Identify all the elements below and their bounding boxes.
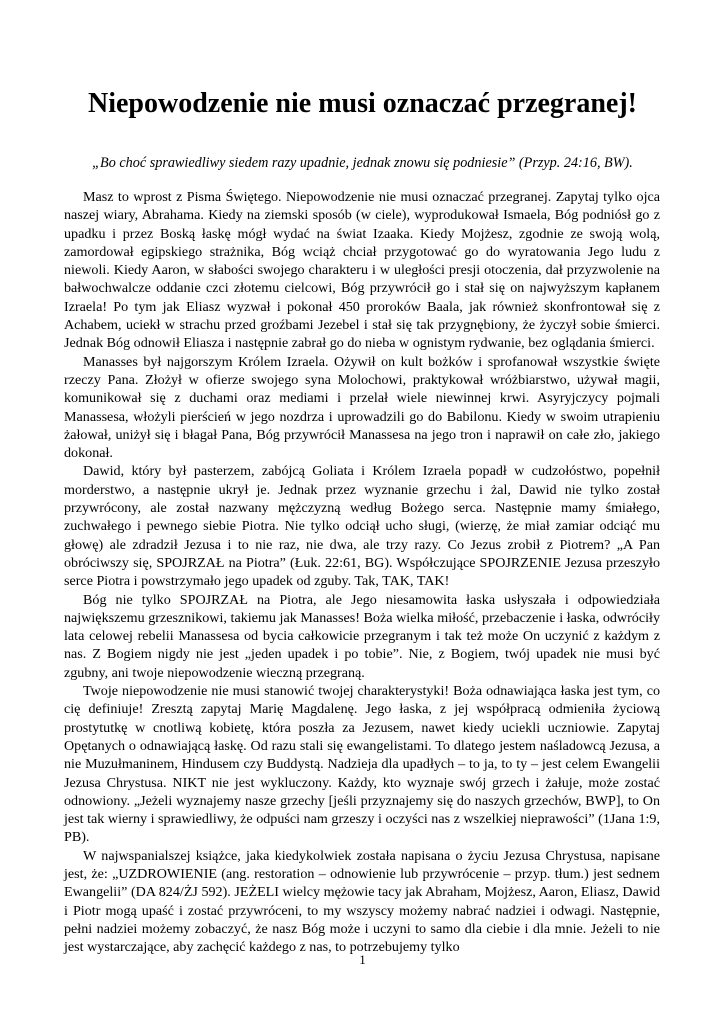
paragraph: W najwspanialszej książce, jaka kiedykolwiek została napisana o życiu Jezusa Chrystusa, napisane jest, że: „UZDROWIENIE (ang. restoration – odnowienie lub przywrócenie – przyp. tłum.) jest sednem Ewangelii” (DA 824/ŻJ 592). JEŻELI wielcy mężowie tacy jak Abraham, Mojżesz, Aaron, Eliasz, Dawid i Piotr mogą upaść i zostać przywróceni, to my wszyscy możemy nabrać nadziei i odwagi. Następnie, pełni nadziei możemy zobaczyć, że nasz Bóg może i uczyni to samo dla ciebie i dla mnie. Jeżeli to nie jest wystarczające, aby zachęcić każdego z nas, to potrzebujemy tylko (64, 847, 660, 956)
paragraph: Masz to wprost z Pisma Świętego. Niepowodzenie nie musi oznaczać przegranej. Zapytaj tylko ojca naszej wiary, Abrahama. Kiedy na ziemski sposób (w ciele), wyprodukował Ismaela, Bóg podniósł go z upadku i przez Boską łaskę mógł wydać na świat Izaaka. Kiedy Mojżesz, zgodnie ze swoją wolą, zamordował egipskiego strażnika, Bóg wciąż chciał przygotować go do wyratowania Jego ludu z niewoli. Kiedy Aaron, w słabości swojego charakteru i w uległości presji otoczenia, dał przyzwolenie na bałwochwalcze oddanie czci złotemu cielcowi, Bóg przywrócił go i stał się on najwyższym kapłanem Izraela! Po tym jak Eliasz wyzwał i pokonał 450 proroków Baala, jak również skonfrontował się z Achabem, uciekł w strachu przed groźbami Jezebel i stał się tak przygnębiony, że życzył sobie śmierci. Jednak Bóg odnowił Eliasza i następnie zabrał go do nieba w ognistym rydwanie, bez oglądania śmierci. (64, 189, 660, 352)
paragraph: Manasses był najgorszym Królem Izraela. Ożywił on kult bożków i sprofanował wszystkie święte rzeczy Pana. Złożył w ofierze swojego syna Molochowi, praktykował wróżbiarstwo, używał magii, komunikował się z duchami oraz mediami i przelał wiele niewinnej krwi. Asyryjczycy pojmali Manassesa, włożyli pierścień w jego nozdrza i uprowadzili go do Babilonu. Kiedy w swoim utrapieniu żałował, uniżył się i błagał Pana, Bóg przywrócił Manassesa na jego tron i naprawił on całe zło, jakiego dokonał. (64, 353, 660, 462)
paragraph: Bóg nie tylko SPOJRZAŁ na Piotra, ale Jego niesamowita łaska usłyszała i odpowiedziała największemu grzesznikowi, takiemu jak Manasses! Boża wielka miłość, przebaczenie i łaska, odwróciły lata celowej rebelii Manassesa od bycia całkowicie przegranym i tak też może On uczynić z każdym z nas. Z Bogiem nigdy nie jest „jeden upadek i po tobie”. Nie, z Bogiem, twój upadek nie musi być zgubny, ani twoje niepowodzenie wieczną przegraną. (64, 591, 660, 681)
paragraph: Dawid, który był pasterzem, zabójcą Goliata i Królem Izraela popadł w cudzołóstwo, popełnił morderstwo, a następnie ukrył je. Jednak przez wyznanie grzechu i żal, Dawid nie tylko został przywrócony, ale został nazwany mężczyzną według Bożego serca. Następnie mamy śmiałego, zuchwałego i pewnego siebie Piotra. Nie tylko odciął ucho sługi, (wierzę, że miał zamiar odciąć mu głowę) ale zdradził Jezusa i to nie raz, nie dwa, ale trzy razy. Co Jezus zrobił z Piotrem? „A Pan obróciwszy się, SPOJRZAŁ na Piotra” (Łuk. 22:61, BG). Współczujące SPOJRZENIE Jezusa przeszyło serce Piotra i powstrzymało jego upadek od zguby. Tak, TAK, TAK! (64, 463, 660, 590)
scripture-motto: „Bo choć sprawiedliwy siedem razy upadnie, jednak znowu się podniesie” (Przyp. 24:16, BW). (92, 155, 633, 171)
paragraph: Twoje niepowodzenie nie musi stanowić twojej charakterystyki! Boża odnawiająca łaska jest tym, co cię definiuje! Zresztą zapytaj Marię Magdalenę. Jego łaska, z jej współpracą odmieniła życiową prostytutkę w cnotliwą kobietę, która poszła za Jezusem, nawet kiedy uciekli uczniowie. Zapytaj Opętanych o odnawiającą łaskę. Od razu stali się ewangelistami. To dlatego jestem naśladowcą Jezusa, a nie Muzułmaninem, Hindusem czy Buddystą. Nadzieja dla upadłych – to ja, to ty – jest celem Ewangelii Jezusa Chrystusa. NIKT nie jest wykluczony. Każdy, kto wyznaje swój grzech i żałuje, może zostać odnowiony. „Jeżeli wyznajemy nasze grzechy [jeśli przyznajemy się do naszych grzechów, BWP], to On jest tak wierny i sprawiedliwy, że odpuści nam grzeszy i oczyści nas z wszelkiej nieprawości” (1Jana 1:9, PB). (64, 683, 660, 846)
page-title: Niepowodzenie nie musi oznaczać przegranej! (88, 88, 637, 119)
body-text (64, 188, 660, 956)
page-number: 1 (359, 952, 366, 967)
